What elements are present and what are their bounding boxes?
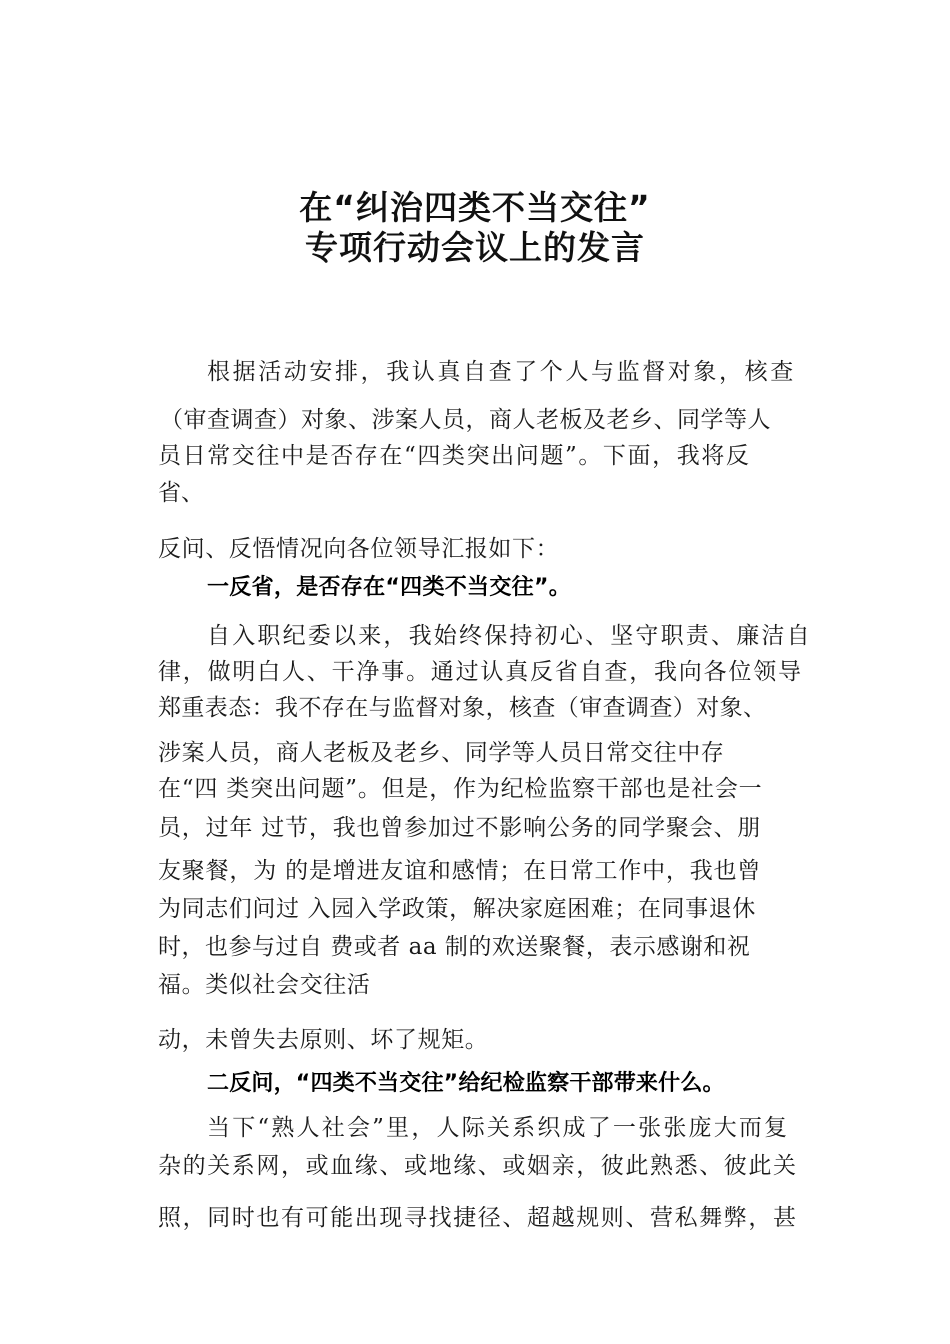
- intro-line-2: （审查调查）对象、涉案人员，商人老板及老乡、同学等人: [160, 407, 771, 433]
- section-1-line-2: 律，做明白人、干净事。通过认真反省自查，我向各位领导: [158, 659, 803, 685]
- section-2-line-3: 照，同时也有可能出现寻找捷径、超越规则、营私舞弊，甚: [158, 1205, 798, 1231]
- section-1-heading: 一反省，是否存在“四类不当交往”。: [207, 575, 572, 600]
- section-1-line-11: 动，未曾失去原则、坏了规矩。: [158, 1027, 489, 1053]
- section-1-line-10: 福。类似社会交往活: [158, 972, 371, 998]
- section-1-line-4: 涉案人员，商人老板及老乡、同学等人员日常交往中存: [158, 740, 725, 766]
- section-2-line-1: 当下“熟人社会”里，人际关系织成了一张张庞大而复: [207, 1115, 790, 1141]
- document-title-line-1: 在“纠治四类不当交往”: [299, 188, 651, 227]
- section-1-line-1: 自入职纪委以来，我始终保持初心、坚守职责、廉洁自: [207, 623, 812, 649]
- intro-line-1: 根据活动安排，我认真自查了个人与监督对象，核查: [207, 359, 796, 385]
- section-1-line-8: 为同志们问过 入园入学政策，解决家庭困难；在同事退休: [158, 896, 756, 922]
- document-title-line-2: 专项行动会议上的发言: [305, 228, 645, 267]
- section-1-line-7: 友聚餐，为 的是增进友谊和感情；在日常工作中，我也曾: [158, 858, 762, 884]
- section-1-line-6: 员，过年 过节，我也曾参加过不影响公务的同学聚会、朋: [158, 815, 762, 841]
- intro-line-5: 反问、反悟情况向各位领导汇报如下：: [158, 536, 560, 562]
- section-1-line-5: 在“四 类突出问题”。但是，作为纪检监察干部也是社会一: [158, 776, 763, 802]
- section-2-heading: 二反问，“四类不当交往”给纪检监察干部带来什么。: [207, 1071, 725, 1096]
- section-2-line-2: 杂的关系网，或血缘、或地缘、或姻亲，彼此熟悉、彼此关: [158, 1153, 798, 1179]
- intro-line-4: 省、: [158, 480, 204, 506]
- section-1-line-3: 郑重表态：我不存在与监督对象，核查（审查调查）对象、: [158, 695, 767, 721]
- intro-line-3: 员日常交往中是否存在“四类突出问题”。下面，我将反: [158, 443, 751, 469]
- section-1-line-9: 时，也参与过自 费或者 aa 制的欢送聚餐，表示感谢和祝: [158, 934, 751, 960]
